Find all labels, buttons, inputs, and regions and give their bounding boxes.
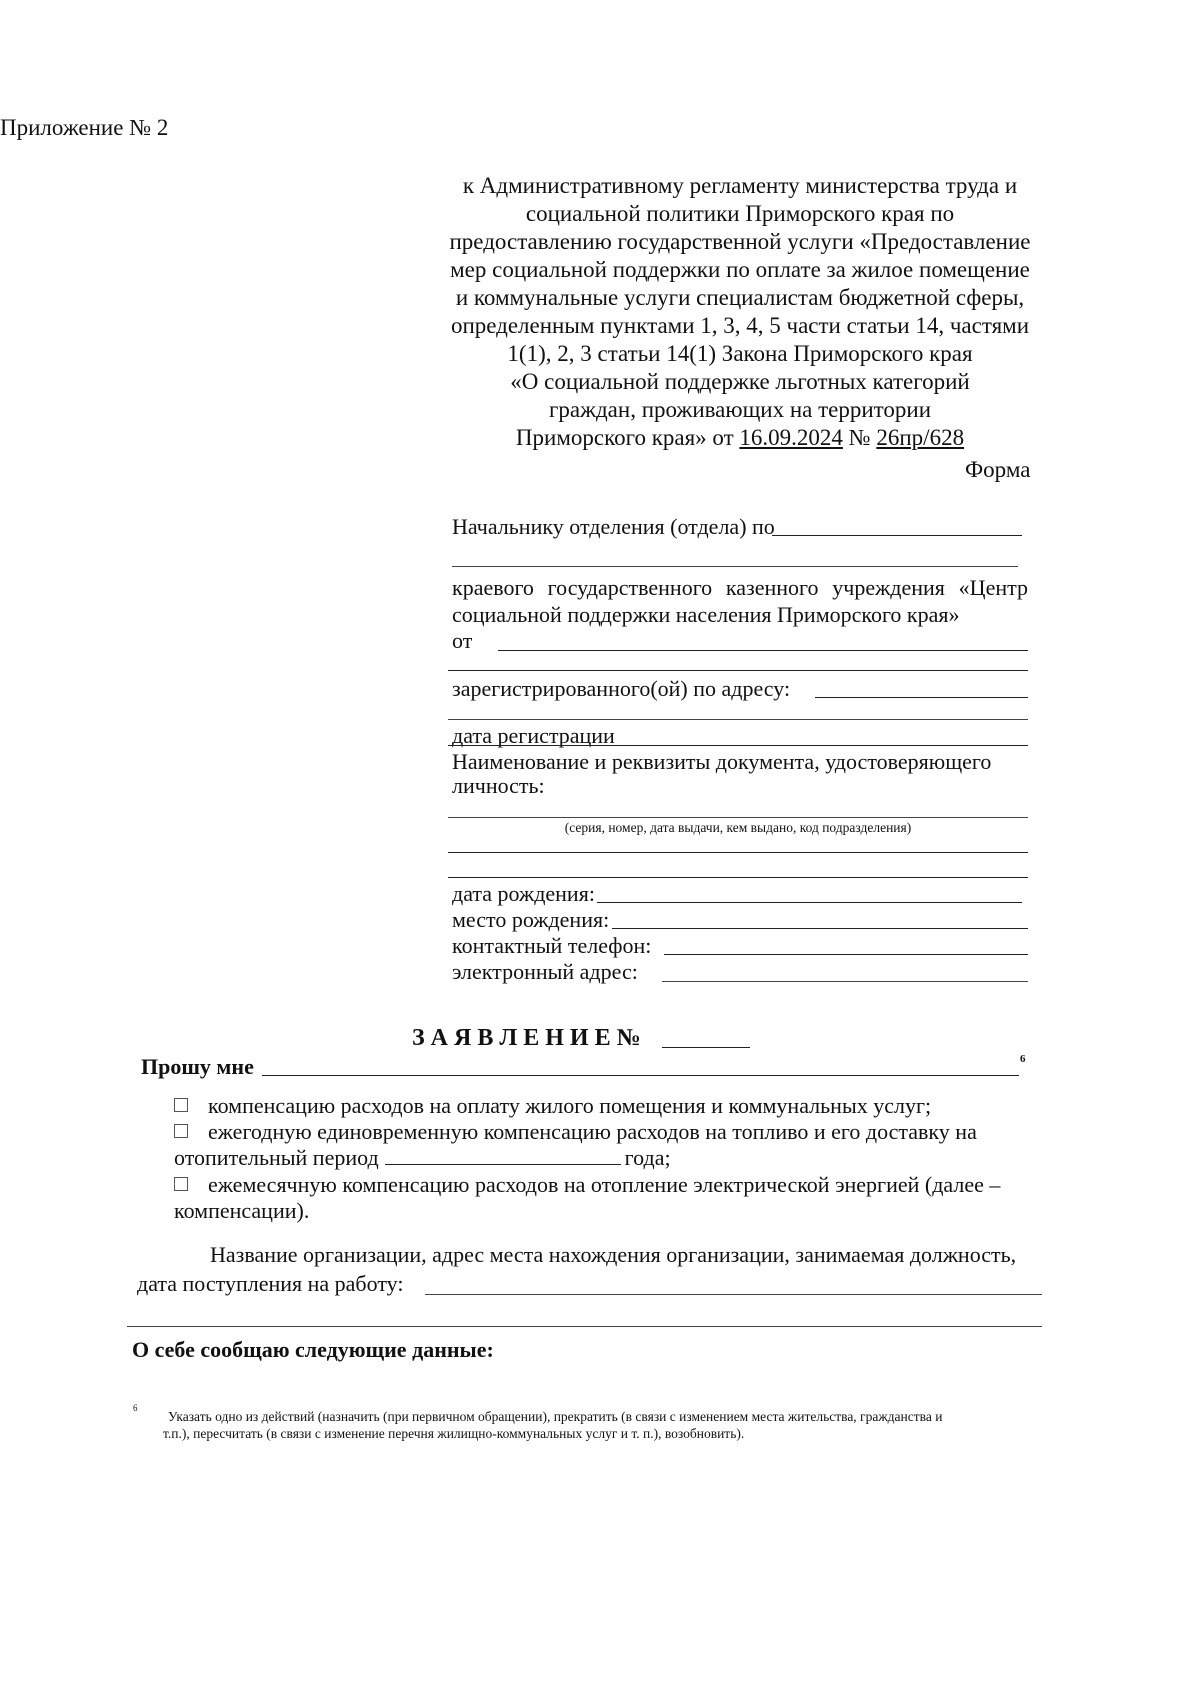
option-housing-compensation[interactable]: компенсацию расходов на оплату жилого помещения и коммунальных услуг; [174,1092,931,1120]
checkbox-icon[interactable] [174,1124,188,1138]
organization-field-line-2[interactable] [127,1326,1042,1327]
checkbox-icon[interactable] [174,1177,188,1191]
id-document-label-2: личность: [452,773,545,798]
organization-label-2: дата поступления на работу: [137,1271,404,1296]
registered-label: зарегистрированного(ой) по адресу: [452,676,791,701]
address-field-line[interactable] [815,697,1028,698]
organization-field-line[interactable] [425,1294,1042,1295]
regulation-line: к Административному регламенту министерства труда и [462,173,1018,198]
institution-line-2: социальной поддержки населения Приморского края» [452,602,960,627]
footnote-line-2: т.п.), пересчитать (в связи с изменение перечня жилищно-коммунальных услуг и т. п.), возобновить). [163,1426,745,1441]
organization-label-1: Название организации, адрес места нахождения организации, занимаемая должность, [210,1242,1017,1267]
option-electric-heating-compensation[interactable]: ежемесячную компенсацию расходов на отопление электрической энергией (далее – [174,1171,1000,1199]
about-self-heading: О себе сообщаю следующие данные: [132,1337,494,1362]
regulation-reference [440,172,1040,452]
option-3-continuation: компенсации). [174,1198,310,1223]
phone-label: контактный телефон: [452,933,652,958]
regulation-line: 1(1), 2, 3 статьи 14(1) Закона Приморского края [507,341,973,366]
email-field-line[interactable] [662,981,1028,982]
footnote-line-1: Указать одно из действий (назначить (при первичном обращении), прекратить (в связи с изменением места жительства, гражданства и [168,1409,943,1424]
statement-title: З А Я В Л Е Н И Е № [412,1025,641,1051]
footnote-number: 6 [133,1403,138,1413]
regulation-number: 26пр/628 [876,425,965,450]
appendix-title: Приложение № 2 [0,115,169,140]
request-field-line[interactable] [262,1075,1019,1076]
department-field-line-2[interactable] [452,566,1018,567]
address-field-line-2[interactable] [448,719,1028,720]
request-label: Прошу мне [141,1054,254,1079]
regulation-date-line: Приморского края» от 16.09.2024 № 26пр/628 [515,425,965,450]
footnote-mark: 6 [1020,1053,1026,1065]
regulation-line: «О социальной поддержке льготных категорий [510,369,970,394]
regulation-line: граждан, проживающих на территории [548,397,932,422]
institution-line-1: краевого государственного казенного учреждения «Центр [452,575,1028,600]
id-document-field-line[interactable] [448,817,1028,818]
regulation-line: и коммунальные услуги специалистам бюджетной сферы, [455,285,1025,310]
regulation-line: мер социальной поддержки по оплате за жилое помещение [450,257,1030,282]
birth-place-label: место рождения: [452,907,610,932]
checkbox-icon[interactable] [174,1098,188,1112]
applicant-name-line-2[interactable] [448,670,1028,671]
heating-period-line: отопительный период года; [174,1145,671,1170]
form-label: Форма [965,457,1031,482]
from-label: от [452,628,473,653]
email-label: электронный адрес: [452,959,638,984]
registration-date-label: дата регистрации [452,723,615,748]
birth-date-label: дата рождения: [452,881,595,906]
statement-number-line[interactable] [662,1047,750,1048]
heating-period-field[interactable] [385,1146,621,1165]
applicant-name-line[interactable] [498,650,1028,651]
department-field-line[interactable] [772,535,1022,536]
id-document-label-1: Наименование и реквизиты документа, удостоверяющего [452,749,992,774]
regulation-line: предоставлению государственной услуги «Предоставление [449,229,1031,254]
option-fuel-compensation[interactable]: ежегодную единовременную компенсацию расходов на топливо и его доставку на [174,1118,977,1146]
head-label: Начальнику отделения (отдела) по [452,514,775,539]
regulation-line: социальной политики Приморского края по [525,201,955,226]
regulation-line: определенным пунктами 1, 3, 4, 5 части статьи 14, частями [450,313,1030,338]
id-document-field-line-3[interactable] [448,877,1028,878]
phone-field-line[interactable] [664,954,1028,955]
registration-date-line[interactable] [448,745,1028,746]
regulation-date: 16.09.2024 [739,425,843,450]
id-document-hint: (серия, номер, дата выдачи, кем выдано, код подразделения) [564,820,912,835]
birth-place-field-line[interactable] [612,928,1028,929]
id-document-field-line-2[interactable] [448,852,1028,853]
birth-date-field-line[interactable] [597,902,1022,903]
